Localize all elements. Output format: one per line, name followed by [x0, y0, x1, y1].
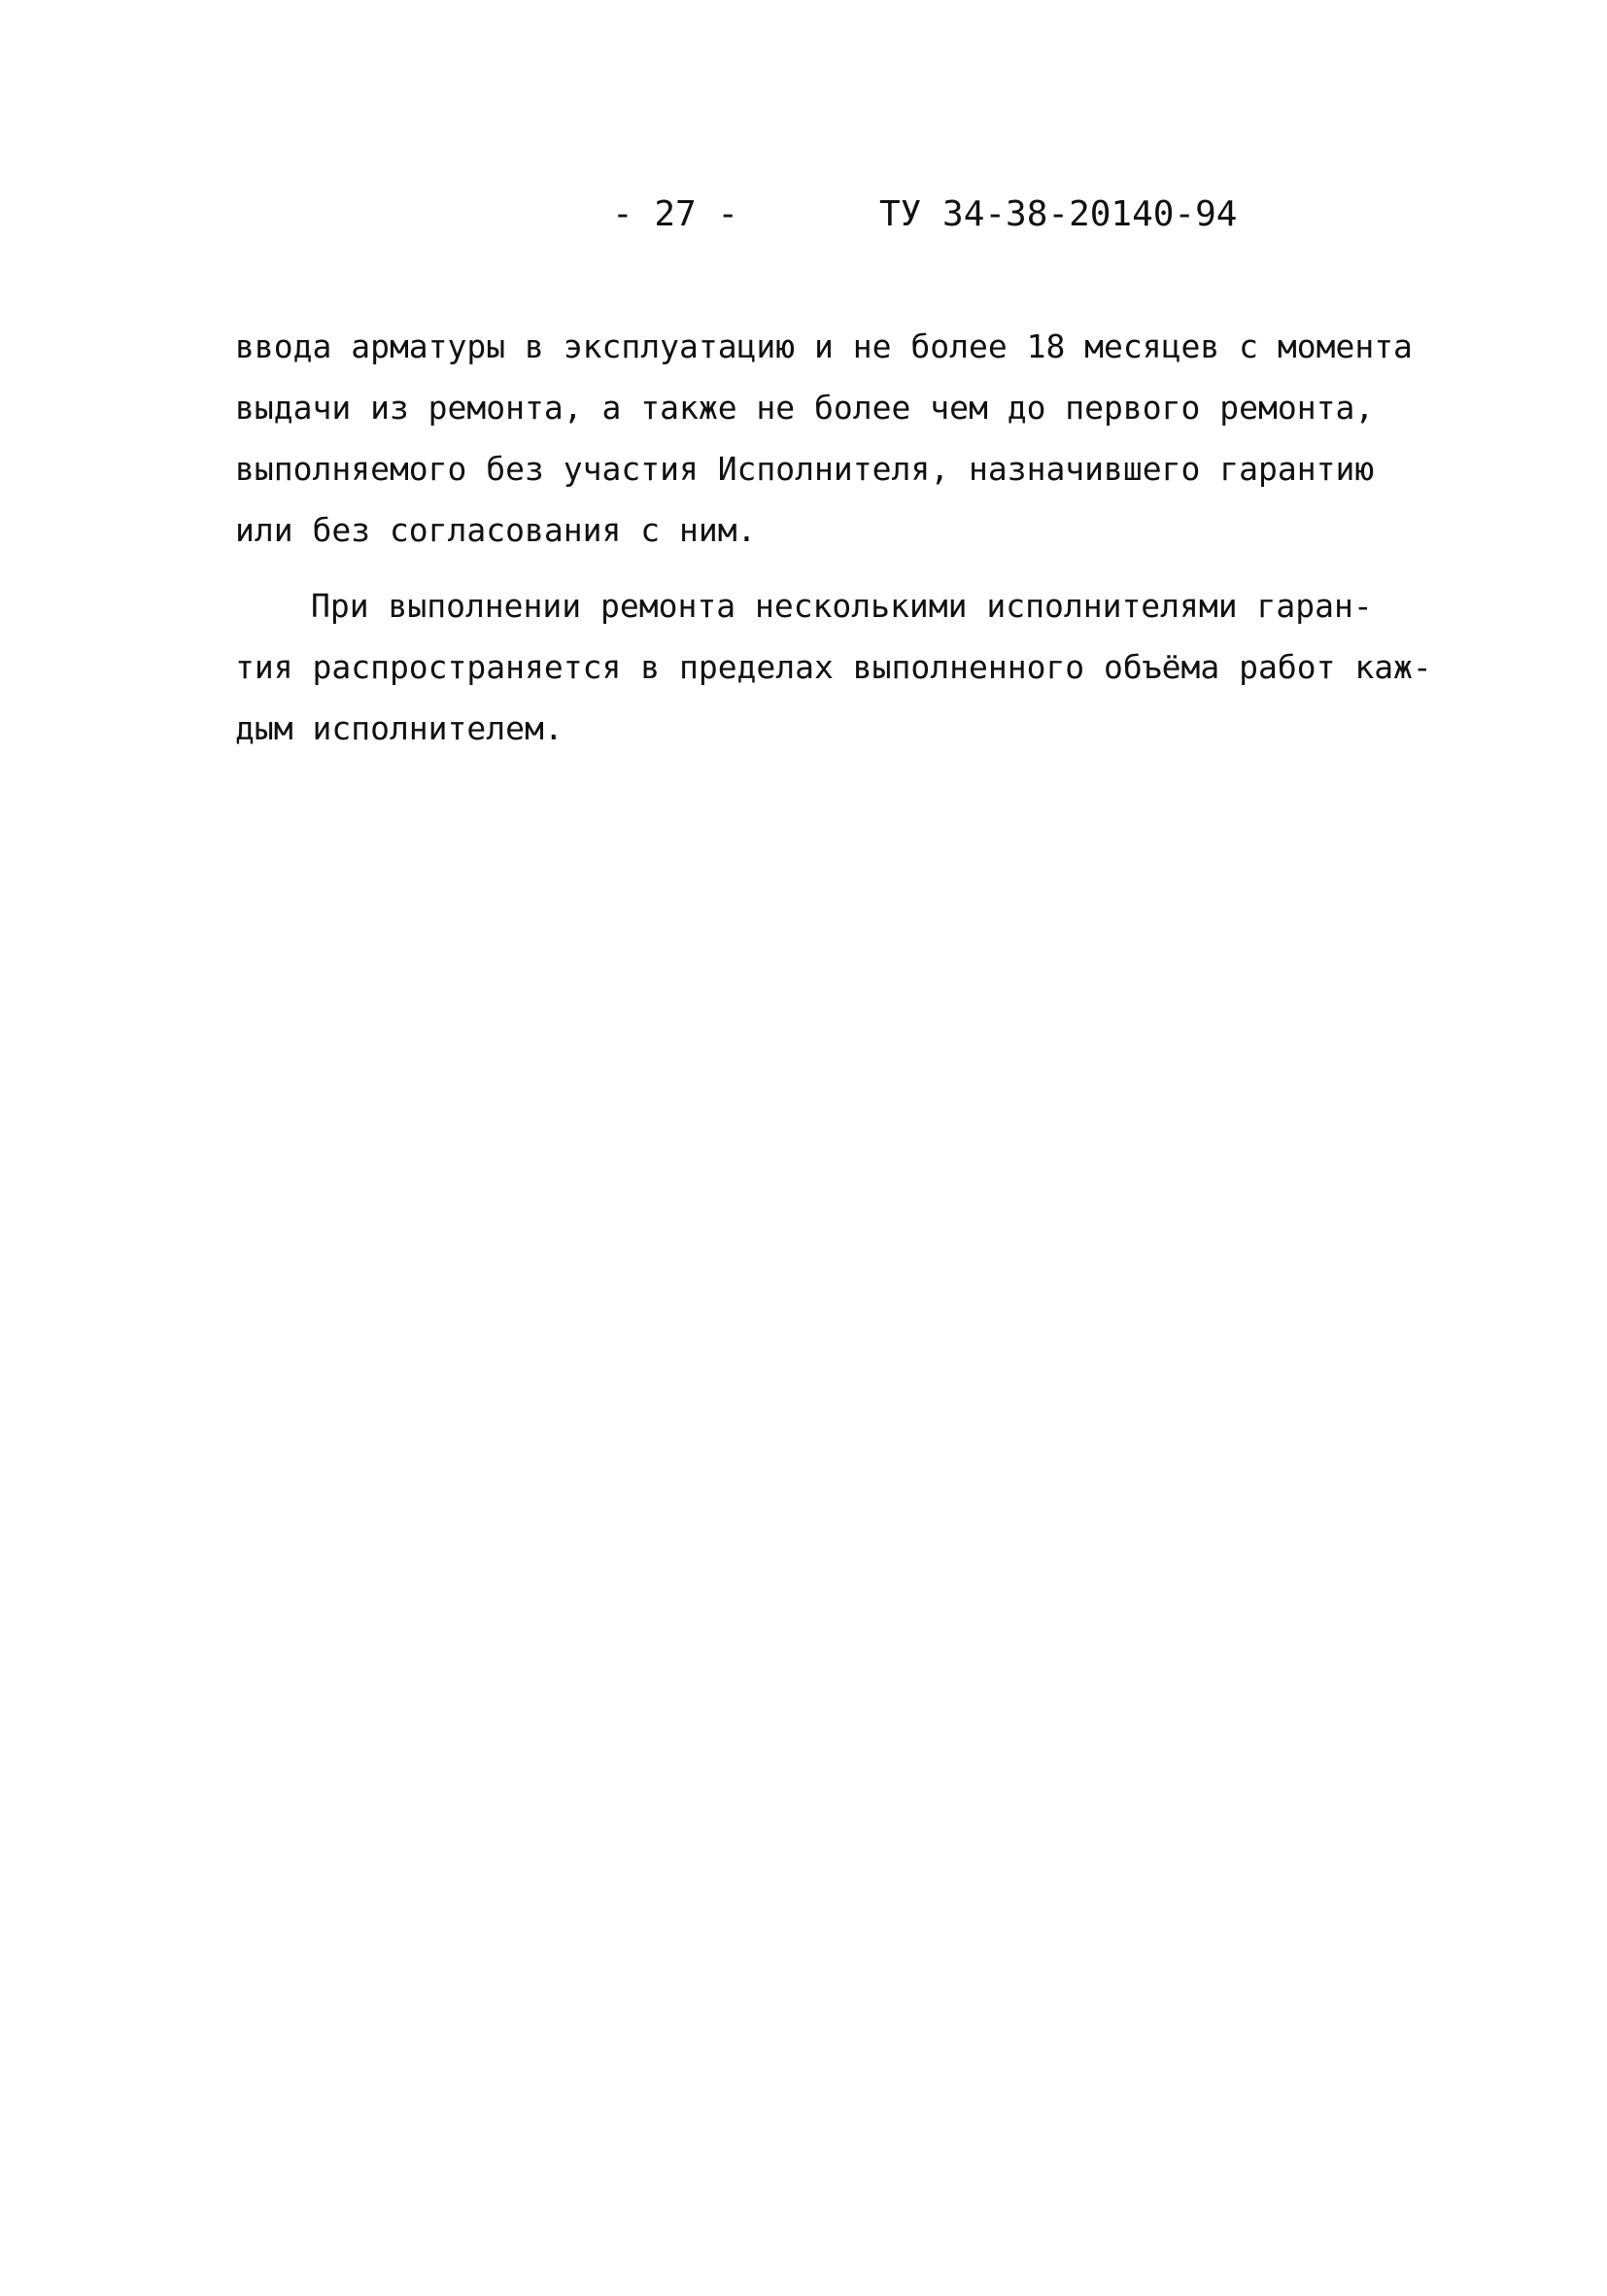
page-header [0, 190, 1607, 239]
paragraph-gap [235, 561, 1430, 575]
body-text [235, 316, 1430, 759]
text-line: ввода арматуры в эксплуатацию и не более 18 месяцев с момента [235, 327, 1413, 365]
text-line: или без согласования с ним. [235, 511, 757, 549]
page-number: - 27 - [612, 194, 739, 234]
text-line: выдачи из ремонта, а также не более чем до первого ремонта, [235, 389, 1375, 427]
text-line: При выполнении ремонта несколькими исполнителями гаран- [311, 587, 1373, 625]
text-line: тия распространяется в пределах выполненного объёма работ каж- [235, 648, 1432, 686]
document-code: ТУ 34-38-20140-94 [879, 194, 1238, 234]
paragraph-2 [235, 575, 1430, 759]
text-line: выполняемого без участия Исполнителя, назначившего гарантию [235, 450, 1375, 488]
text-line: дым исполнителем. [235, 709, 564, 747]
paragraph-1 [235, 316, 1430, 561]
